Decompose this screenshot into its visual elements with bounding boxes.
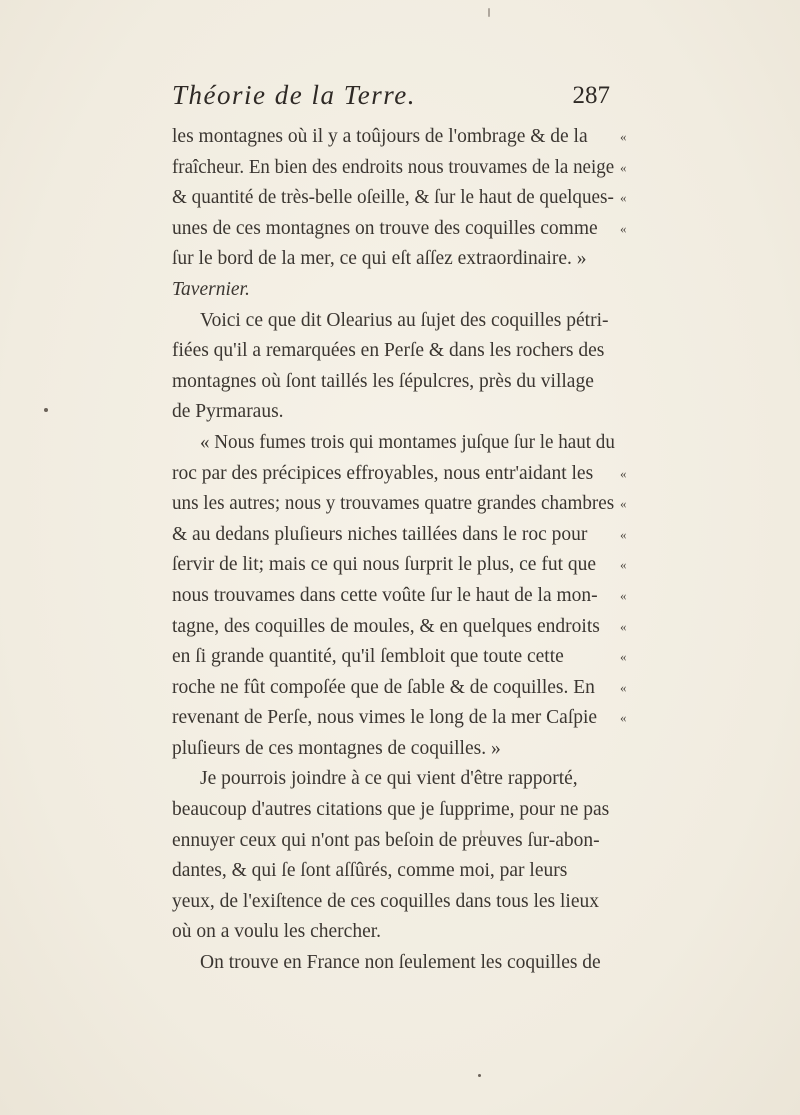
text-line-content: « Nous fumes trois qui montames juſque ſur le haut du [200, 431, 615, 453]
text-line-content: fiées qu'il a remarquées en Perſe & dans les rochers des [172, 340, 605, 362]
text-line-content: fraîcheur. En bien des endroits nous trouvames de la neige [172, 156, 615, 178]
quotation-mark: « [620, 679, 627, 695]
text-line-content: Je pourrois joindre à ce qui vient d'être rapporté, [200, 768, 578, 790]
quotation-mark: « [620, 159, 627, 175]
text-line [172, 703, 652, 734]
text-line-content: uns les autres; nous y trouvames quatre grandes chambres [172, 493, 615, 515]
text-line-content: en ſi grande quantité, qu'il ſembloit que toute cette [172, 646, 564, 668]
text-line [172, 306, 652, 337]
text-line-content: nous trouvames dans cette voûte ſur le haut de la mon- [172, 584, 598, 606]
text-line-content: ennuyer ceux qui n'ont pas beſoin de preuves ſur-abon- [172, 829, 600, 851]
paper-speck [488, 8, 490, 17]
quotation-mark: « [620, 526, 627, 542]
paper-speck [478, 1074, 481, 1077]
text-line [172, 183, 652, 214]
text-line-content: ſervir de lit; mais ce qui nous ſurprit le plus, ce fut que [172, 554, 597, 576]
text-line-content: unes de ces montagnes on trouve des coquilles comme [172, 217, 598, 239]
text-line-content: & quantité de très-belle oſeille, & ſur le haut de quelques- [172, 187, 614, 209]
quotation-mark: « [620, 618, 627, 634]
text-line [172, 214, 652, 245]
text-line-content: montagnes où ſont taillés les ſépulcres, près du village [172, 370, 594, 392]
quotation-mark: « [620, 557, 627, 573]
text-line [172, 764, 652, 795]
text-line [172, 153, 652, 184]
page-number: 287 [572, 82, 610, 109]
text-line [172, 520, 652, 551]
text-line [172, 826, 652, 857]
text-line [172, 428, 652, 459]
quotation-mark: « [620, 496, 627, 512]
text-line-content: Voici ce que dit Olearius au ſujet des coquilles pétri- [200, 309, 609, 331]
text-line [172, 550, 652, 581]
text-line [172, 856, 652, 887]
text-line [172, 673, 652, 704]
text-line-content: beaucoup d'autres citations que je ſupprime, pour ne pas [172, 799, 610, 821]
quotation-mark: « [620, 649, 627, 665]
text-line [172, 734, 652, 765]
quotation-mark: « [620, 129, 627, 144]
paper-speck [480, 830, 482, 836]
text-line-content: les montagnes où il y a toûjours de l'ombrage & de la [172, 126, 588, 147]
text-line-content: revenant de Perſe, nous vimes le long de la mer Caſpie [172, 707, 598, 729]
text-line [172, 887, 652, 918]
text-line-content: roc par des précipices effroyables, nous entr'aidant les [172, 462, 594, 484]
text-line [172, 581, 652, 612]
text-line [172, 244, 652, 275]
text-line-content: où on a voulu les chercher. [172, 921, 382, 943]
text-line [172, 917, 652, 948]
text-line [172, 642, 652, 673]
text-line-content: dantes, & qui ſe ſont aſſûrés, comme moi, par leurs [172, 860, 568, 882]
quotation-mark: « [620, 190, 627, 206]
text-line-content: On trouve en France non ſeulement les coquilles de [200, 952, 601, 974]
text-line-content: tagne, des coquilles de moules, & en quelques endroits [172, 615, 600, 637]
text-line-content: & au dedans pluſieurs niches taillées dans le roc pour [172, 523, 588, 545]
text-line [172, 367, 652, 398]
text-line-content: yeux, de l'exiſtence de ces coquilles dans tous les lieux [172, 890, 599, 912]
text-line-content: ſur le bord de la mer, ce qui eſt aſſez extraordinaire. » [172, 248, 587, 270]
running-title: Théorie de la Terre. [172, 80, 416, 110]
text-line-content: de Pyrmaraus. [172, 401, 284, 423]
page-header [172, 80, 632, 120]
text-line [172, 489, 652, 520]
text-line [172, 397, 652, 428]
text-line [172, 948, 652, 979]
text-line-content: roche ne fût compoſée que de ſable & de coquilles. En [172, 676, 595, 698]
text-line [172, 612, 652, 643]
text-line [172, 795, 652, 826]
quotation-mark: « [620, 465, 627, 481]
text-line-content: Tavernier. [172, 278, 250, 300]
quotation-mark: « [620, 220, 627, 236]
text-line [172, 122, 652, 153]
text-line [172, 459, 652, 490]
text-line [172, 275, 652, 306]
text-line-content: pluſieurs de ces montagnes de coquilles. » [172, 737, 501, 759]
body-text [172, 122, 652, 979]
quotation-mark: « [620, 587, 627, 603]
text-line [172, 336, 652, 367]
quotation-mark: « [620, 710, 627, 726]
paper-speck [44, 408, 48, 412]
